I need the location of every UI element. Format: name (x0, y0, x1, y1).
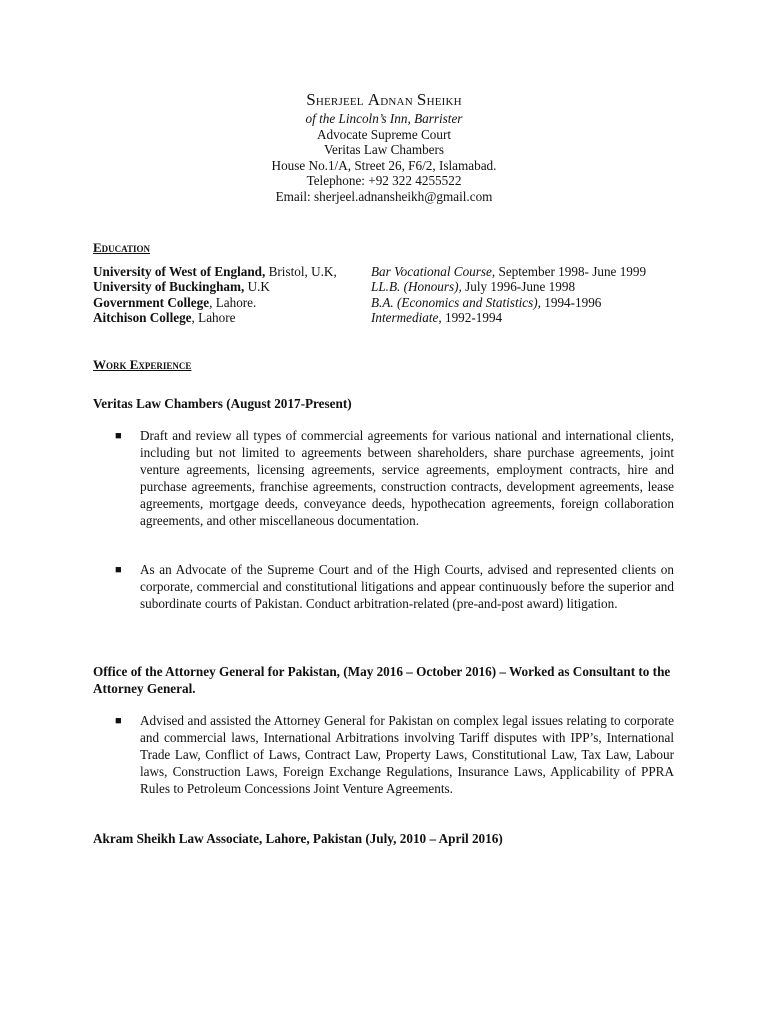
location: , Lahore (191, 309, 236, 325)
bullet-square-icon: ■ (115, 715, 122, 727)
location: Bristol, U.K, (265, 264, 337, 279)
institution: Government College (93, 294, 210, 310)
education-row (93, 279, 693, 294)
bullet-item (115, 713, 674, 798)
location: , Lahore. (209, 294, 257, 310)
education-row (93, 295, 693, 310)
location: U.K (244, 279, 270, 295)
institution: University of Buckingham, (93, 279, 245, 295)
dates: 1992-1994 (441, 309, 503, 325)
telephone-line: Telephone: +92 322 4255522 (306, 173, 462, 188)
job-title-akram-sheikh: Akram Sheikh Law Associate, Lahore, Pakistan (July, 2010 – April 2016) (93, 831, 503, 846)
work-experience-heading: Work Experience (93, 357, 192, 372)
bullet-text: Advised and assisted the Attorney General for Pakistan on complex legal issues relating to corporate and commercial laws, International Arbitrations involving Tariff disputes with IPP’s, International Trade Law, Conflict of Laws, Contract Law, Property Laws, Constitutional Law, Tax Law, Labour laws, Construction Laws, Foreign Exchange Regulations, Insurance Laws, Applicability of PPRA Rules to Petroleum Concessions Joint Venture Agreements. (140, 713, 674, 796)
job-title-attorney-general: Office of the Attorney General for Pakistan, (May 2016 – October 2016) – Worked as Consultant to the Attorney General. (93, 664, 671, 696)
dates: July 1996-June 1998 (461, 279, 576, 295)
inn-line: of the Lincoln’s Inn, Barrister (305, 111, 463, 126)
dates: 1994-1996 (540, 294, 602, 310)
bullet-square-icon: ■ (115, 430, 122, 442)
institution: Aitchison College (93, 309, 192, 325)
bullet-item (115, 562, 674, 613)
resume-header (0, 90, 768, 204)
email-line: Email: sherjeel.adnansheikh@gmail.com (275, 188, 493, 204)
institution: University of West of England, (93, 264, 266, 279)
court-line: Advocate Supreme Court (316, 126, 452, 142)
degree: LL.B. (Honours), (371, 279, 462, 295)
firm-line: Veritas Law Chambers (323, 142, 445, 157)
address-line: House No.1/A, Street 26, F6/2, Islamabad. (271, 157, 497, 173)
education-heading: Education (93, 240, 151, 255)
bullet-text: Draft and review all types of commercial agreements for various national and international clients, including but not limited to agreements between shareholders, share purchase agreements, joint venture agreements, licensing agreements, service agreements, employment contracts, hire and purchase agreements, franchise agreements, construction contracts, development agreements, lease agreements, mortgage deeds, conveyance deeds, hypothecation agreements, foreign collaboration agreements, and other miscellaneous documentation. (140, 428, 674, 528)
education-row (93, 264, 693, 279)
degree: Intermediate, (371, 309, 442, 325)
job-title-veritas: Veritas Law Chambers (August 2017-Present) (93, 396, 352, 411)
degree: Bar Vocational Course, (371, 264, 496, 279)
education-table (93, 264, 693, 325)
dates: September 1998- June 1999 (495, 264, 647, 279)
education-row (93, 310, 693, 325)
bullet-text: As an Advocate of the Supreme Court and of the High Courts, advised and represented clients on corporate, commercial and constitutional litigations and appear continuously before the superior and subordinate courts of Pakistan. Conduct arbitration-related (pre-and-post award) litigation. (140, 562, 674, 611)
bullet-item (115, 428, 674, 529)
bullet-square-icon: ■ (115, 564, 122, 576)
candidate-name: Sherjeel Adnan Sheikh (306, 90, 462, 109)
degree: B.A. (Economics and Statistics), (371, 294, 541, 310)
